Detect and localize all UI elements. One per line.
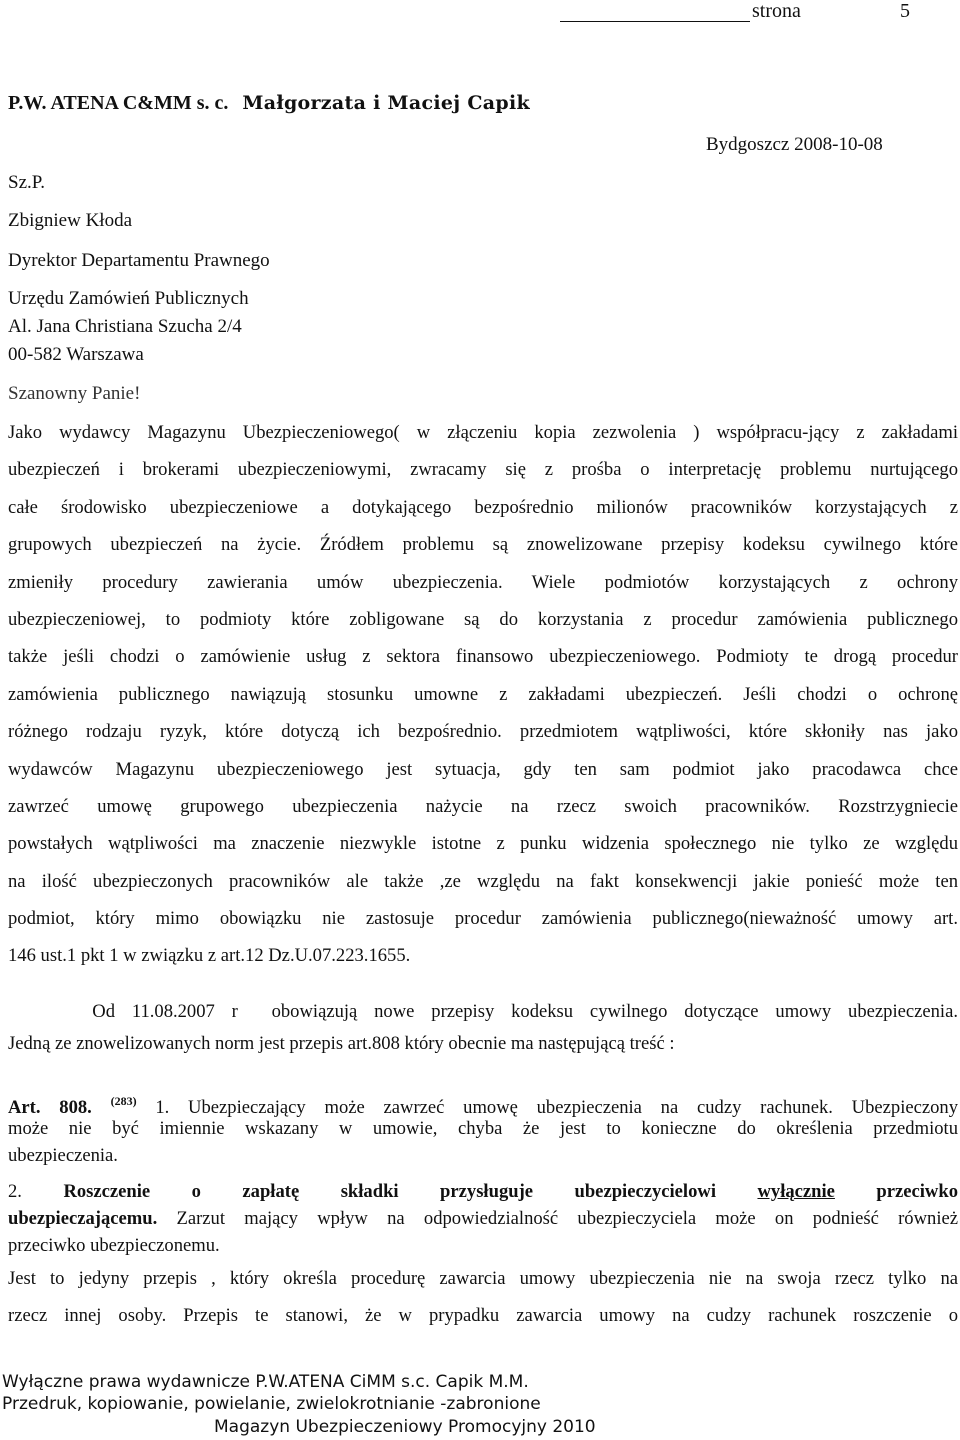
body-line: różnego rodzaju ryzyk, które dotyczą ich bezpośrednio. przedmiotem wątpliwości, które skłoniły nas jako xyxy=(8,721,958,743)
body-line: ubezpieczeniowej, to podmioty które zobligowane są do korzystania z procedur zamówienia publicznego xyxy=(8,608,958,630)
closing-line: Jest to jedyny przepis , który określa procedurę zawarcia umowy ubezpieczenia nie na swoja rzecz tylko na xyxy=(8,1268,958,1289)
recipient-office: Urzędu Zamówień Publicznych xyxy=(8,288,249,309)
footer-rights: Wyłączne prawa wydawnicze P.W.ATENA CiMM s.c. Capik M.M. xyxy=(2,1372,529,1392)
body-line: ubezpieczeń i brokerami ubezpieczeniowymi, zwracamy się z prośba o interpretację problemu nurtującego xyxy=(8,459,958,481)
body-line: także jeśli chodzi o zamówienie usług z sektora finansowo ubezpieczeniowego. Podmioty te drogą procedur xyxy=(8,646,958,668)
article-par2-bold: Roszczenie o zapłatę składki przysługuje ubezpieczycielowi xyxy=(63,1181,716,1202)
article-par2-line xyxy=(8,1205,958,1232)
page-indicator xyxy=(560,0,940,22)
body-line: zmieniły procedury zawierania umów ubezpieczenia. Wiele podmiotów korzystających z ochrony xyxy=(8,571,958,593)
article-par1-line xyxy=(8,1088,959,1118)
body-line: zawrzeć umowę grupowego ubezpieczenia nażycie na rzecz swoich pracowników. Rozstrzygniecie xyxy=(8,795,958,817)
place-date: Bydgoszcz 2008-10-08 xyxy=(706,134,883,155)
body-line: zamówienia publicznego nawiązują stosunku umowne z zakładami ubezpieczeń. Jeśli chodzi o ochronę xyxy=(8,683,958,705)
recipient-position: Dyrektor Departamentu Prawnego xyxy=(8,250,270,271)
closing-paragraph xyxy=(8,1260,958,1335)
page-indicator-rule xyxy=(560,21,750,22)
article-par2-line xyxy=(8,1178,958,1205)
body-line: na ilość ubezpieczonych pracowników ale także ,ze względu na fakt konsekwencji jakie ponieść może ten xyxy=(8,870,958,892)
page-number: 5 xyxy=(900,0,910,22)
article-par1-line: może nie być imiennie wskazany w umowie, chyba że jest to konieczne do określenia przedmiotu xyxy=(8,1118,958,1139)
footer-publication: Magazyn Ubezpieczeniowy Promocyjny 2010 xyxy=(214,1417,596,1437)
body-line: całe środowisko ubezpieczeniowe a dotykającego bezpośrednio milionów pracowników korzystających z xyxy=(8,496,958,518)
sender-owners: Małgorzata i Maciej Capik xyxy=(242,92,530,114)
body-line: Jako wydawcy Magazynu Ubezpieczeniowego( w złączeniu kopia zezwolenia ) współpracu-jący z zakładami xyxy=(8,422,958,443)
article-808 xyxy=(8,1088,958,1259)
body-line: grupowych ubezpieczeń na życie. Źródłem problemu są znowelizowane przepisy kodeksu cywilnego które xyxy=(8,534,958,556)
article-par1-text: 1. Ubezpieczający może zawrzeć umowę ubezpieczenia na cudzy rachunek. Ubezpieczony xyxy=(155,1097,959,1118)
greeting: Szanowny Panie! xyxy=(8,383,141,404)
body-line: podmiot, który mimo obowiązku nie zastosuje procedur zamówienia publicznego(nieważność umowy art. xyxy=(8,908,958,930)
article-label: Art. 808. xyxy=(8,1097,92,1118)
article-par2-line2-bold: ubezpieczającemu. xyxy=(8,1208,158,1229)
body-line: 146 ust.1 pkt 1 w związku z art.12 Dz.U.07.223.1655. xyxy=(8,945,411,967)
sender-line xyxy=(8,92,530,115)
law-intro xyxy=(8,996,958,1060)
recipient-city: 00-582 Warszawa xyxy=(8,344,144,365)
article-par2-line2-rest: Zarzut mający wpływ na odpowiedzialność ubezpieczyciela może on podnieść również xyxy=(157,1208,958,1229)
article-par2-line: przeciwko ubezpieczonemu. xyxy=(8,1235,220,1256)
article-par2-underlined: wyłącznie xyxy=(757,1181,835,1202)
law-intro-line: Jedną ze znowelizowanych norm jest przepis art.808 który obecnie ma następującą treść : xyxy=(8,1033,675,1054)
body-line: wydawców Magazynu ubezpieczeniowego jest sytuacja, gdy ten sam podmiot jako pracodawca chce xyxy=(8,758,958,780)
body-paragraph xyxy=(8,414,958,975)
recipient-street: Al. Jana Christiana Szucha 2/4 xyxy=(8,316,242,337)
law-intro-line: Od 11.08.2007 r obowiązują nowe przepisy kodeksu cywilnego dotyczące umowy ubezpieczenia. xyxy=(8,1001,958,1022)
article-par2-num: 2. xyxy=(8,1181,22,1202)
body-line: powstałych wątpliwości ma znaczenie niezwykle istotne z punku widzenia społecznego nie tylko ze względu xyxy=(8,833,958,855)
closing-line: rzecz innej osoby. Przepis te stanowi, że w prypadku zawarcia umowy na cudzy rachunek roszczenie o xyxy=(8,1305,958,1327)
recipient-salutation-abbrev: Sz.P. xyxy=(8,172,45,193)
article-footnote: (283) xyxy=(110,1094,137,1108)
article-par2-bold-end: przeciwko xyxy=(876,1181,958,1202)
article-par1-line: ubezpieczenia. xyxy=(8,1145,118,1166)
sender-firm: P.W. ATENA C&MM s. c. xyxy=(8,92,229,114)
page-word: strona xyxy=(752,0,801,22)
recipient-name: Zbigniew Kłoda xyxy=(8,210,133,231)
footer-copy-notice: Przedruk, kopiowanie, powielanie, zwielokrotnianie -zabronione xyxy=(2,1394,541,1414)
